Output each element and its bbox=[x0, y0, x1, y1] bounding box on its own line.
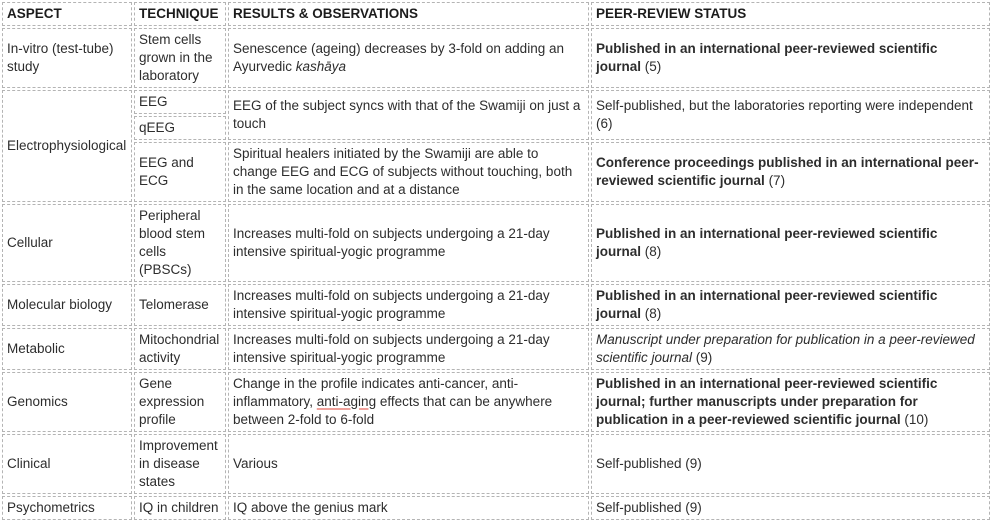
cell-genomics-technique: Gene expression profile bbox=[134, 372, 226, 432]
cell-electro-results-ecg: Spiritual healers initiated by the Swamiji are able to change EEG and ECG of subjects without touching, both in the same location and at a distance bbox=[228, 142, 589, 202]
row-invitro bbox=[2, 28, 990, 88]
row-psychometrics bbox=[2, 496, 990, 520]
genomics-results-spellcheck-underlined: anti-aging bbox=[316, 394, 377, 409]
cell-invitro-technique: Stem cells grown in the laboratory bbox=[134, 28, 226, 88]
cell-electro-aspect: Electrophysiological bbox=[2, 90, 132, 202]
cell-molecular-status bbox=[591, 284, 990, 326]
cell-metabolic-results: Increases multi-fold on subjects undergoing a 21-day intensive spiritual-yogic programme bbox=[228, 328, 589, 370]
column-header-results: RESULTS & OBSERVATIONS bbox=[228, 2, 589, 26]
cell-electro-status-ecg bbox=[591, 142, 990, 202]
cell-electro-results-eeg: EEG of the subject syncs with that of the Swamiji on just a touch bbox=[228, 90, 589, 140]
row-electro-eeg bbox=[2, 90, 990, 114]
row-genomics bbox=[2, 372, 990, 432]
electro-status-ecg-ref: (7) bbox=[764, 173, 786, 188]
cell-molecular-technique: Telomerase bbox=[134, 284, 226, 326]
cell-genomics-results bbox=[228, 372, 589, 432]
invitro-status-bold: Published in an international peer-reviewed scientific journal bbox=[596, 41, 938, 74]
cell-cellular-results: Increases multi-fold on subjects undergoing a 21-day intensive spiritual-yogic programme bbox=[228, 204, 589, 282]
cell-cellular-aspect: Cellular bbox=[2, 204, 132, 282]
cell-electro-status-eeg: Self-published, but the laboratories reporting were independent (6) bbox=[591, 90, 990, 140]
cellular-status-bold: Published in an international peer-reviewed scientific journal bbox=[596, 226, 938, 259]
cell-invitro-aspect: In-vitro (test-tube) study bbox=[2, 28, 132, 88]
invitro-results-text: Senescence (ageing) decreases by 3-fold on adding an Ayurvedic bbox=[233, 41, 564, 74]
cell-clinical-technique: Improvement in disease states bbox=[134, 434, 226, 494]
cell-molecular-aspect: Molecular biology bbox=[2, 284, 132, 326]
cell-genomics-aspect: Genomics bbox=[2, 372, 132, 432]
row-cellular bbox=[2, 204, 990, 282]
cell-psychometrics-results: IQ above the genius mark bbox=[228, 496, 589, 520]
cell-invitro-results bbox=[228, 28, 589, 88]
genomics-results-pre: Change in the profile indicates anti-cancer, anti-inflammatory, bbox=[233, 376, 519, 409]
metabolic-status-italic: Manuscript under preparation for publication in a peer-reviewed scientific journal bbox=[596, 332, 975, 365]
cell-psychometrics-aspect: Psychometrics bbox=[2, 496, 132, 520]
column-header-technique: TECHNIQUE bbox=[134, 2, 226, 26]
cell-invitro-status bbox=[591, 28, 990, 88]
row-metabolic bbox=[2, 328, 990, 370]
cell-metabolic-technique: Mitochondrial activity bbox=[134, 328, 226, 370]
cell-psychometrics-technique: IQ in children bbox=[134, 496, 226, 520]
header-row bbox=[2, 2, 990, 26]
invitro-results-italic-term: kashāya bbox=[295, 59, 347, 74]
cell-clinical-results: Various bbox=[228, 434, 589, 494]
row-molecular bbox=[2, 284, 990, 326]
genomics-status-ref: (10) bbox=[900, 412, 929, 427]
column-header-status: PEER-REVIEW STATUS bbox=[591, 2, 990, 26]
row-clinical bbox=[2, 434, 990, 494]
cell-cellular-status bbox=[591, 204, 990, 282]
cell-genomics-status bbox=[591, 372, 990, 432]
molecular-status-ref: (8) bbox=[641, 306, 662, 321]
cell-cellular-technique: Peripheral blood stem cells (PBSCs) bbox=[134, 204, 226, 282]
cell-molecular-results: Increases multi-fold on subjects undergoing a 21-day intensive spiritual-yogic programme bbox=[228, 284, 589, 326]
cell-electro-tech-eeg: EEG bbox=[134, 90, 226, 114]
cell-clinical-status: Self-published (9) bbox=[591, 434, 990, 494]
metabolic-status-ref: (9) bbox=[692, 350, 713, 365]
cell-clinical-aspect: Clinical bbox=[2, 434, 132, 494]
cell-metabolic-aspect: Metabolic bbox=[2, 328, 132, 370]
cell-electro-tech-ecg: EEG and ECG bbox=[134, 142, 226, 202]
cell-metabolic-status bbox=[591, 328, 990, 370]
molecular-status-bold: Published in an international peer-reviewed scientific journal bbox=[596, 288, 938, 321]
invitro-status-ref: (5) bbox=[641, 59, 662, 74]
cell-electro-tech-qeeg: qEEG bbox=[134, 116, 226, 140]
genomics-results-post: effects that can be anywhere between 2-fold to 6-fold bbox=[233, 394, 553, 427]
electro-status-ecg-bold: Conference proceedings published in an international peer-reviewed scientific journal bbox=[596, 155, 979, 188]
cell-psychometrics-status: Self-published (9) bbox=[591, 496, 990, 520]
row-electro-ecg bbox=[2, 142, 990, 202]
genomics-status-bold: Published in an international peer-reviewed scientific journal; further manuscripts under preparation for publication in a peer-reviewed scientific journal bbox=[596, 376, 938, 427]
cellular-status-ref: (8) bbox=[641, 244, 662, 259]
column-header-aspect: ASPECT bbox=[2, 2, 132, 26]
